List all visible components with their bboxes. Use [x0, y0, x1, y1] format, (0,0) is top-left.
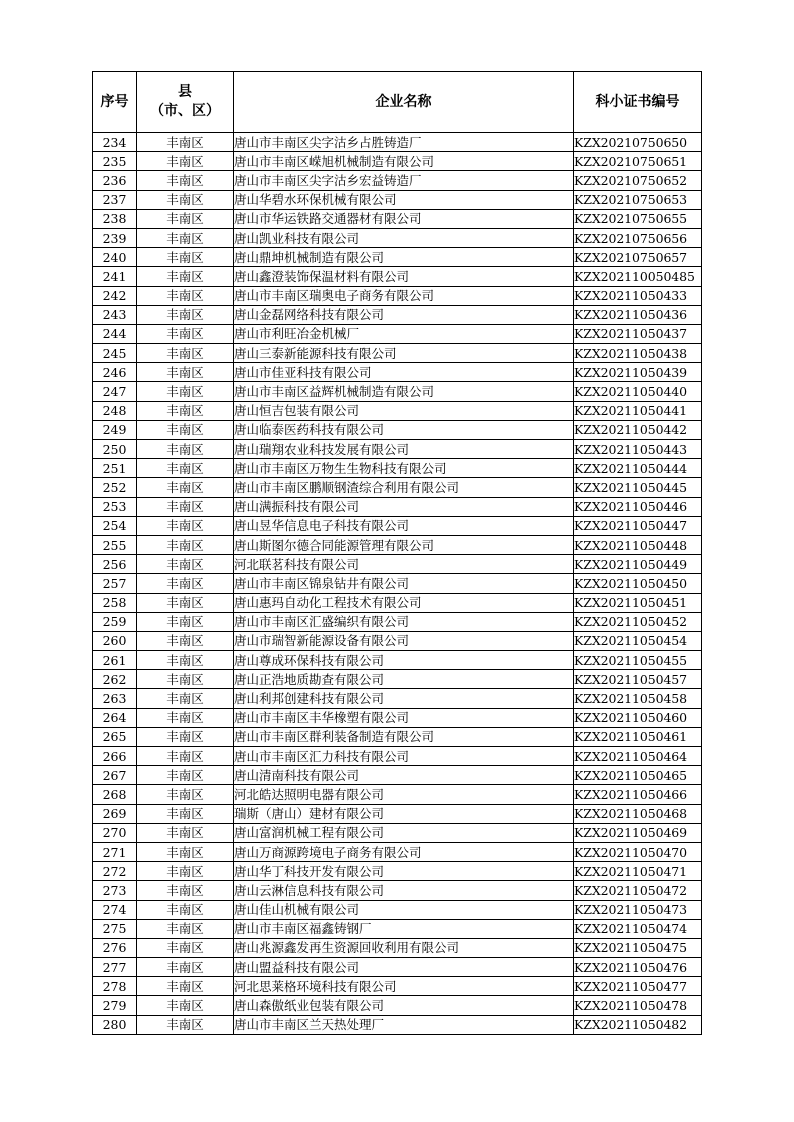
certificate-number-cell: KZX20211050454 — [574, 631, 702, 650]
table-row — [93, 938, 702, 957]
enterprise-name-cell: 唐山金磊网络科技有限公司 — [234, 305, 574, 324]
serial-number-cell: 247 — [93, 382, 137, 401]
table-row — [93, 842, 702, 861]
header-enterprise-name: 企业名称 — [234, 72, 574, 133]
serial-number-cell: 255 — [93, 535, 137, 554]
serial-number-cell: 234 — [93, 133, 137, 152]
serial-number-cell: 267 — [93, 766, 137, 785]
table-row — [93, 133, 702, 152]
enterprise-name-cell: 唐山市丰南区瑞奥电子商务有限公司 — [234, 286, 574, 305]
serial-number-cell: 273 — [93, 881, 137, 900]
certificate-number-cell: KZX20210750652 — [574, 171, 702, 190]
county-cell: 丰南区 — [137, 958, 234, 977]
table-row — [93, 689, 702, 708]
serial-number-cell: 244 — [93, 324, 137, 343]
enterprise-name-cell: 唐山清南科技有限公司 — [234, 766, 574, 785]
county-cell: 丰南区 — [137, 593, 234, 612]
certificate-number-cell: KZX20210750653 — [574, 190, 702, 209]
serial-number-cell: 274 — [93, 900, 137, 919]
enterprise-name-cell: 唐山恒吉包装有限公司 — [234, 401, 574, 420]
serial-number-cell: 251 — [93, 459, 137, 478]
county-cell: 丰南区 — [137, 478, 234, 497]
county-cell: 丰南区 — [137, 977, 234, 996]
certificate-number-cell: KZX20211050443 — [574, 440, 702, 459]
certificate-number-cell: KZX20211050450 — [574, 574, 702, 593]
county-cell: 丰南区 — [137, 555, 234, 574]
enterprise-name-cell: 唐山华碧水环保机械有限公司 — [234, 190, 574, 209]
enterprise-name-cell: 唐山云淋信息科技有限公司 — [234, 881, 574, 900]
enterprise-name-cell: 唐山三泰新能源科技有限公司 — [234, 344, 574, 363]
table-row — [93, 804, 702, 823]
county-cell: 丰南区 — [137, 497, 234, 516]
enterprise-name-cell: 河北思莱格环境科技有限公司 — [234, 977, 574, 996]
county-cell: 丰南区 — [137, 689, 234, 708]
serial-number-cell: 245 — [93, 344, 137, 363]
certificate-number-cell: KZX20211050472 — [574, 881, 702, 900]
serial-number-cell: 239 — [93, 228, 137, 247]
certificate-number-cell: KZX20211050465 — [574, 766, 702, 785]
enterprise-name-cell: 唐山市丰南区尖字沽乡宏益铸造厂 — [234, 171, 574, 190]
county-cell: 丰南区 — [137, 535, 234, 554]
table-row — [93, 708, 702, 727]
certificate-number-cell: KZX20211050469 — [574, 823, 702, 842]
certificate-number-cell: KZX20211050471 — [574, 862, 702, 881]
certificate-number-cell: KZX20211050438 — [574, 344, 702, 363]
enterprise-name-cell: 唐山市佳亚科技有限公司 — [234, 363, 574, 382]
enterprise-name-cell: 唐山惠玛自动化工程技术有限公司 — [234, 593, 574, 612]
county-cell: 丰南区 — [137, 286, 234, 305]
serial-number-cell: 242 — [93, 286, 137, 305]
enterprise-name-cell: 河北联茗科技有限公司 — [234, 555, 574, 574]
county-cell: 丰南区 — [137, 171, 234, 190]
county-cell: 丰南区 — [137, 516, 234, 535]
serial-number-cell: 240 — [93, 248, 137, 267]
enterprise-name-cell: 唐山市丰南区丰华橡塑有限公司 — [234, 708, 574, 727]
certificate-number-cell: KZX20211050464 — [574, 747, 702, 766]
enterprise-name-cell: 唐山华丁科技开发有限公司 — [234, 862, 574, 881]
enterprise-name-cell: 瑞斯（唐山）建材有限公司 — [234, 804, 574, 823]
enterprise-name-cell: 唐山利邦创建科技有限公司 — [234, 689, 574, 708]
certificate-number-cell: KZX20211050455 — [574, 651, 702, 670]
certificate-number-cell: KZX20211050477 — [574, 977, 702, 996]
table-row — [93, 977, 702, 996]
serial-number-cell: 277 — [93, 958, 137, 977]
table-row — [93, 670, 702, 689]
county-cell: 丰南区 — [137, 152, 234, 171]
header-row — [93, 72, 702, 133]
enterprise-name-cell: 唐山市丰南区福鑫铸钢厂 — [234, 919, 574, 938]
serial-number-cell: 238 — [93, 209, 137, 228]
enterprise-name-cell: 唐山盟益科技有限公司 — [234, 958, 574, 977]
certificate-number-cell: KZX20211050473 — [574, 900, 702, 919]
enterprise-name-cell: 唐山市丰南区兰天热处理厂 — [234, 1015, 574, 1034]
enterprise-name-cell: 唐山市瑞智新能源设备有限公司 — [234, 631, 574, 650]
certificate-number-cell: KZX20211050440 — [574, 382, 702, 401]
serial-number-cell: 248 — [93, 401, 137, 420]
serial-number-cell: 261 — [93, 651, 137, 670]
enterprise-name-cell: 唐山斯图尔德合同能源管理有限公司 — [234, 535, 574, 554]
table-row — [93, 209, 702, 228]
county-cell: 丰南区 — [137, 862, 234, 881]
county-cell: 丰南区 — [137, 459, 234, 478]
table-row — [93, 459, 702, 478]
serial-number-cell: 264 — [93, 708, 137, 727]
enterprise-name-cell: 唐山尊成环保科技有限公司 — [234, 651, 574, 670]
enterprise-name-cell: 唐山市丰南区汇盛编织有限公司 — [234, 612, 574, 631]
certificate-number-cell: KZX20210750655 — [574, 209, 702, 228]
table-row — [93, 823, 702, 842]
serial-number-cell: 249 — [93, 420, 137, 439]
table-row — [93, 747, 702, 766]
serial-number-cell: 246 — [93, 363, 137, 382]
enterprise-name-cell: 唐山兆源鑫发再生资源回收利用有限公司 — [234, 938, 574, 957]
certificate-number-cell: KZX20211050451 — [574, 593, 702, 612]
certificate-number-cell: KZX20211050445 — [574, 478, 702, 497]
enterprise-name-cell: 唐山凯业科技有限公司 — [234, 228, 574, 247]
serial-number-cell: 258 — [93, 593, 137, 612]
certificate-number-cell: KZX20211050436 — [574, 305, 702, 324]
table-header — [93, 72, 702, 133]
county-cell: 丰南区 — [137, 804, 234, 823]
serial-number-cell: 263 — [93, 689, 137, 708]
county-cell: 丰南区 — [137, 823, 234, 842]
enterprise-name-cell: 唐山鑫澄装饰保温材料有限公司 — [234, 267, 574, 286]
enterprise-name-cell: 唐山满振科技有限公司 — [234, 497, 574, 516]
county-cell: 丰南区 — [137, 363, 234, 382]
enterprise-name-cell: 唐山鼎坤机械制造有限公司 — [234, 248, 574, 267]
table-row — [93, 420, 702, 439]
county-cell: 丰南区 — [137, 190, 234, 209]
county-cell: 丰南区 — [137, 881, 234, 900]
enterprise-name-cell: 河北皓达照明电器有限公司 — [234, 785, 574, 804]
table-row — [93, 862, 702, 881]
county-cell: 丰南区 — [137, 440, 234, 459]
serial-number-cell: 276 — [93, 938, 137, 957]
enterprise-name-cell: 唐山市丰南区万物生生物科技有限公司 — [234, 459, 574, 478]
serial-number-cell: 272 — [93, 862, 137, 881]
header-county-line1: 县 — [178, 84, 192, 100]
county-cell: 丰南区 — [137, 727, 234, 746]
table-body — [93, 133, 702, 1035]
table-row — [93, 228, 702, 247]
serial-number-cell: 253 — [93, 497, 137, 516]
table-row — [93, 555, 702, 574]
certificate-number-cell: KZX20211050466 — [574, 785, 702, 804]
certificate-number-cell: KZX20211050475 — [574, 938, 702, 957]
serial-number-cell: 241 — [93, 267, 137, 286]
serial-number-cell: 254 — [93, 516, 137, 535]
table-row — [93, 727, 702, 746]
county-cell: 丰南区 — [137, 900, 234, 919]
serial-number-cell: 262 — [93, 670, 137, 689]
enterprise-name-cell: 唐山市丰南区锦泉钻井有限公司 — [234, 574, 574, 593]
table-row — [93, 651, 702, 670]
serial-number-cell: 260 — [93, 631, 137, 650]
table-row — [93, 171, 702, 190]
table-row — [93, 286, 702, 305]
county-cell: 丰南区 — [137, 708, 234, 727]
serial-number-cell: 280 — [93, 1015, 137, 1034]
county-cell: 丰南区 — [137, 420, 234, 439]
serial-number-cell: 236 — [93, 171, 137, 190]
certificate-number-cell: KZX20211050478 — [574, 996, 702, 1015]
serial-number-cell: 266 — [93, 747, 137, 766]
table-row — [93, 612, 702, 631]
enterprise-name-cell: 唐山森傲纸业包装有限公司 — [234, 996, 574, 1015]
enterprise-name-cell: 唐山市丰南区群利装备制造有限公司 — [234, 727, 574, 746]
table-row — [93, 958, 702, 977]
certificate-number-cell: KZX20211050442 — [574, 420, 702, 439]
header-certificate-number: 科小证书编号 — [574, 72, 702, 133]
certificate-number-cell: KZX20211050457 — [574, 670, 702, 689]
county-cell: 丰南区 — [137, 996, 234, 1015]
table-row — [93, 1015, 702, 1034]
serial-number-cell: 252 — [93, 478, 137, 497]
county-cell: 丰南区 — [137, 612, 234, 631]
header-county — [137, 72, 234, 133]
table-row — [93, 919, 702, 938]
serial-number-cell: 269 — [93, 804, 137, 823]
county-cell: 丰南区 — [137, 785, 234, 804]
certificate-number-cell: KZX20211050433 — [574, 286, 702, 305]
table-row — [93, 324, 702, 343]
table-row — [93, 267, 702, 286]
serial-number-cell: 270 — [93, 823, 137, 842]
certificate-number-cell: KZX202110050485 — [574, 267, 702, 286]
serial-number-cell: 257 — [93, 574, 137, 593]
county-cell: 丰南区 — [137, 324, 234, 343]
enterprise-name-cell: 唐山临泰医药科技有限公司 — [234, 420, 574, 439]
table-row — [93, 996, 702, 1015]
table-row — [93, 344, 702, 363]
enterprise-name-cell: 唐山佳山机械有限公司 — [234, 900, 574, 919]
table-row — [93, 881, 702, 900]
serial-number-cell: 259 — [93, 612, 137, 631]
county-cell: 丰南区 — [137, 133, 234, 152]
serial-number-cell: 237 — [93, 190, 137, 209]
county-cell: 丰南区 — [137, 670, 234, 689]
certificate-number-cell: KZX20211050461 — [574, 727, 702, 746]
county-cell: 丰南区 — [137, 574, 234, 593]
serial-number-cell: 268 — [93, 785, 137, 804]
certificate-number-cell: KZX20211050439 — [574, 363, 702, 382]
certificate-number-cell: KZX20211050482 — [574, 1015, 702, 1034]
table-row — [93, 440, 702, 459]
serial-number-cell: 243 — [93, 305, 137, 324]
table-row — [93, 766, 702, 785]
county-cell: 丰南区 — [137, 344, 234, 363]
county-cell: 丰南区 — [137, 747, 234, 766]
county-cell: 丰南区 — [137, 401, 234, 420]
county-cell: 丰南区 — [137, 248, 234, 267]
county-cell: 丰南区 — [137, 938, 234, 957]
certificate-number-cell: KZX20211050458 — [574, 689, 702, 708]
certificate-number-cell: KZX20211050449 — [574, 555, 702, 574]
certificate-number-cell: KZX20211050444 — [574, 459, 702, 478]
table-row — [93, 785, 702, 804]
certificate-number-cell: KZX20211050460 — [574, 708, 702, 727]
table-row — [93, 363, 702, 382]
serial-number-cell: 279 — [93, 996, 137, 1015]
enterprise-name-cell: 唐山昱华信息电子科技有限公司 — [234, 516, 574, 535]
enterprise-name-cell: 唐山市丰南区鹏顺钢渣综合利用有限公司 — [234, 478, 574, 497]
enterprise-table — [92, 71, 702, 1035]
enterprise-name-cell: 唐山市丰南区尖字沽乡占胜铸造厂 — [234, 133, 574, 152]
enterprise-name-cell: 唐山市华运铁路交通器材有限公司 — [234, 209, 574, 228]
enterprise-name-cell: 唐山正浩地质勘查有限公司 — [234, 670, 574, 689]
table-row — [93, 152, 702, 171]
certificate-number-cell: KZX20211050448 — [574, 535, 702, 554]
table-row — [93, 574, 702, 593]
county-cell: 丰南区 — [137, 228, 234, 247]
serial-number-cell: 278 — [93, 977, 137, 996]
certificate-number-cell: KZX20211050441 — [574, 401, 702, 420]
table-row — [93, 516, 702, 535]
table-row — [93, 401, 702, 420]
header-county-line2: （市、区） — [150, 103, 220, 119]
enterprise-name-cell: 唐山市利旺冶金机械厂 — [234, 324, 574, 343]
header-serial-number: 序号 — [93, 72, 137, 133]
certificate-number-cell: KZX20211050476 — [574, 958, 702, 977]
certificate-number-cell: KZX20210750650 — [574, 133, 702, 152]
table-row — [93, 382, 702, 401]
serial-number-cell: 256 — [93, 555, 137, 574]
serial-number-cell: 250 — [93, 440, 137, 459]
table-row — [93, 478, 702, 497]
enterprise-name-cell: 唐山市丰南区汇力科技有限公司 — [234, 747, 574, 766]
enterprise-name-cell: 唐山万商源跨境电子商务有限公司 — [234, 842, 574, 861]
serial-number-cell: 275 — [93, 919, 137, 938]
certificate-number-cell: KZX20211050468 — [574, 804, 702, 823]
certificate-number-cell: KZX20211050446 — [574, 497, 702, 516]
enterprise-name-cell: 唐山富润机械工程有限公司 — [234, 823, 574, 842]
certificate-number-cell: KZX20211050470 — [574, 842, 702, 861]
certificate-number-cell: KZX20211050474 — [574, 919, 702, 938]
county-cell: 丰南区 — [137, 766, 234, 785]
serial-number-cell: 271 — [93, 842, 137, 861]
certificate-number-cell: KZX20211050437 — [574, 324, 702, 343]
county-cell: 丰南区 — [137, 1015, 234, 1034]
county-cell: 丰南区 — [137, 651, 234, 670]
county-cell: 丰南区 — [137, 842, 234, 861]
enterprise-name-cell: 唐山市丰南区益辉机械制造有限公司 — [234, 382, 574, 401]
table-row — [93, 631, 702, 650]
enterprise-name-cell: 唐山瑞翔农业科技发展有限公司 — [234, 440, 574, 459]
county-cell: 丰南区 — [137, 267, 234, 286]
serial-number-cell: 265 — [93, 727, 137, 746]
table-row — [93, 305, 702, 324]
enterprise-name-cell: 唐山市丰南区嵘旭机械制造有限公司 — [234, 152, 574, 171]
certificate-number-cell: KZX20211050452 — [574, 612, 702, 631]
table-row — [93, 593, 702, 612]
table-row — [93, 248, 702, 267]
serial-number-cell: 235 — [93, 152, 137, 171]
county-cell: 丰南区 — [137, 631, 234, 650]
table-row — [93, 190, 702, 209]
county-cell: 丰南区 — [137, 919, 234, 938]
county-cell: 丰南区 — [137, 209, 234, 228]
table-row — [93, 535, 702, 554]
certificate-number-cell: KZX20210750657 — [574, 248, 702, 267]
certificate-number-cell: KZX20210750651 — [574, 152, 702, 171]
table-row — [93, 900, 702, 919]
county-cell: 丰南区 — [137, 305, 234, 324]
table-row — [93, 497, 702, 516]
county-cell: 丰南区 — [137, 382, 234, 401]
certificate-number-cell: KZX20210750656 — [574, 228, 702, 247]
certificate-number-cell: KZX20211050447 — [574, 516, 702, 535]
